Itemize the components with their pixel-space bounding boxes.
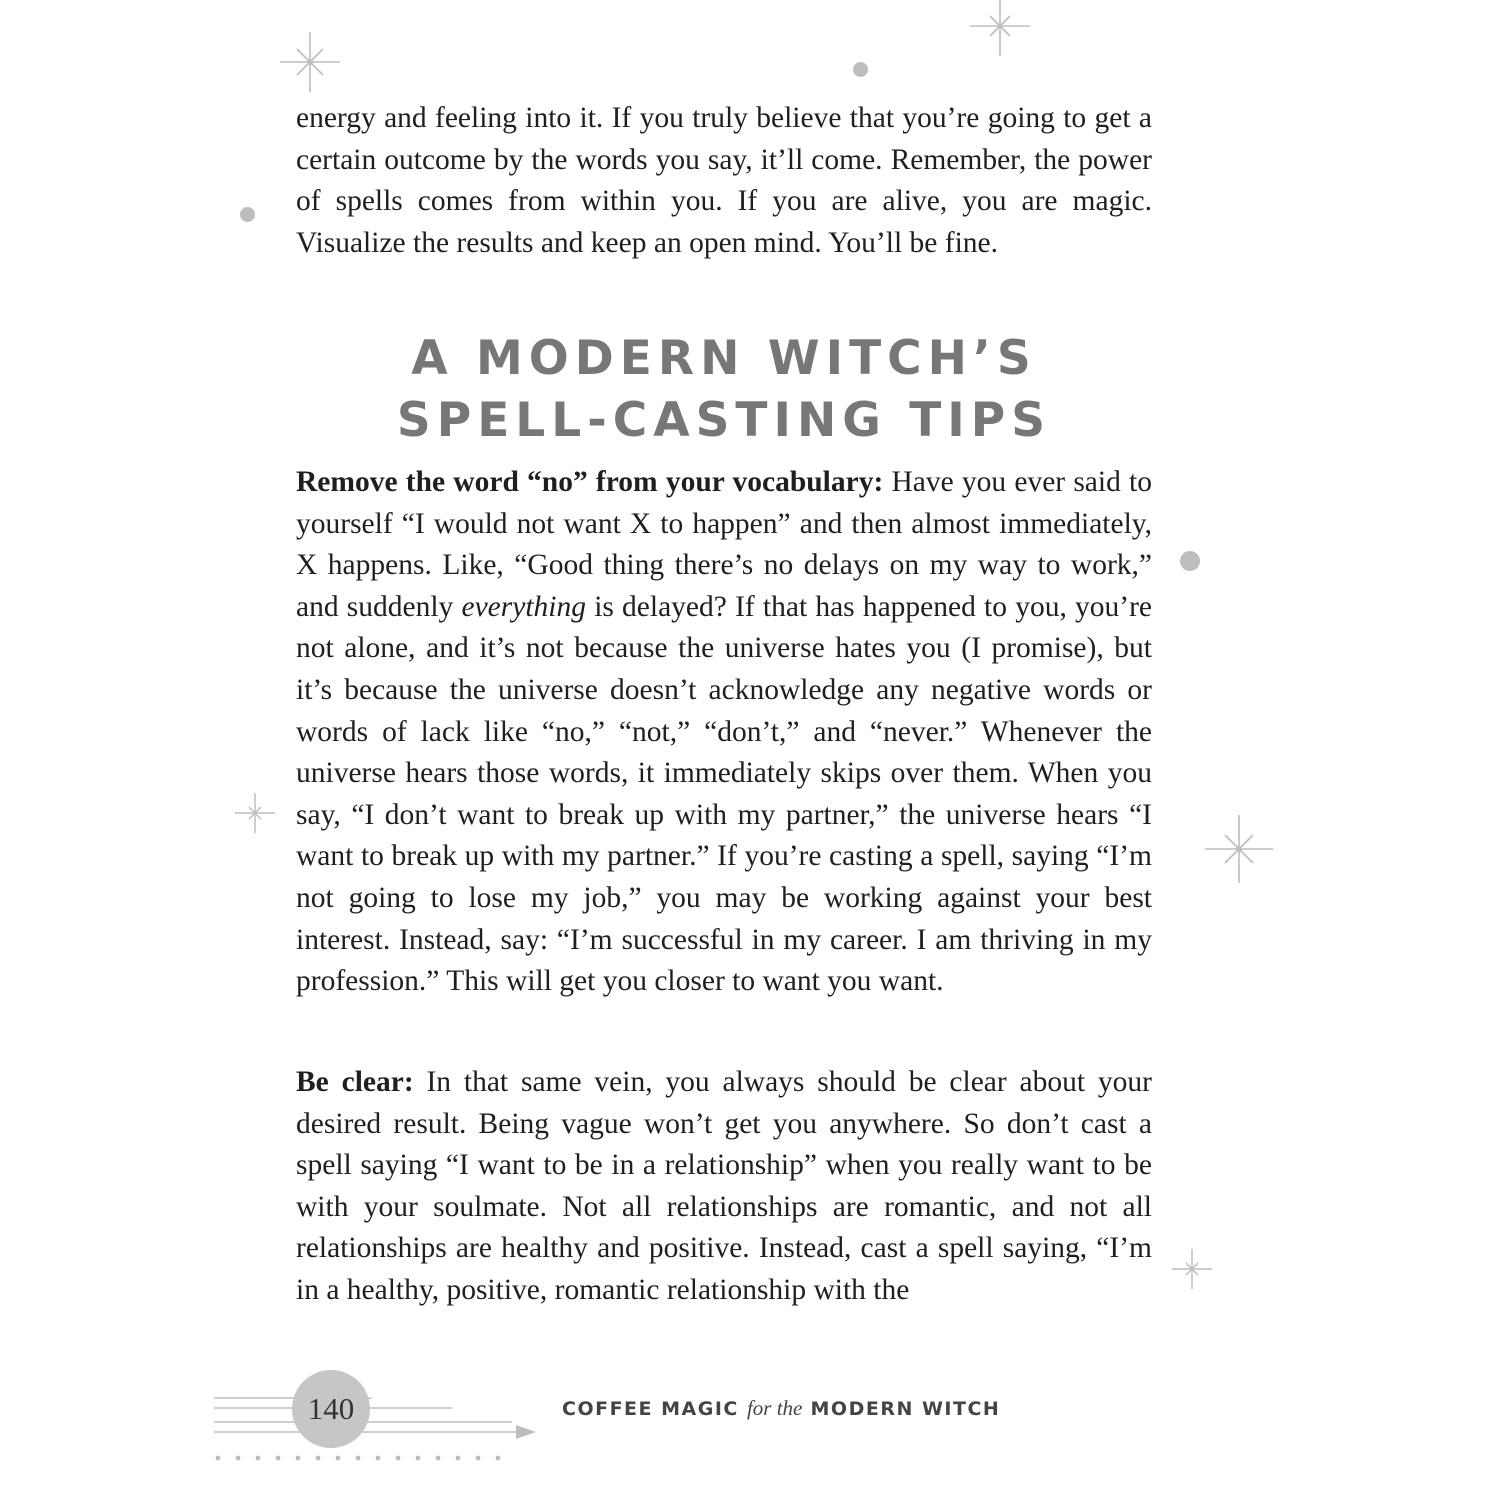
tip-paragraph <box>296 1062 1152 1312</box>
decorative-dot <box>240 207 255 222</box>
tip-lead: Remove the word “no” from your vocabulary: <box>296 466 884 498</box>
tip-text: In that same vein, you always should be clear about your desired result. Being vague won’t get you anywhere. So don’t cast a spell saying “I want to be in a relationship” when you really want to be with your soulmate. Not all relationships are romantic, and not all relationships are healthy and positive. Instead, cast a spell saying, “I’m in a healthy, positive, romantic relationship with the <box>296 1066 1152 1306</box>
section-heading <box>296 328 1152 452</box>
heading-line-1: A MODERN WITCH’S <box>411 331 1037 386</box>
footer-title-italic: for the <box>746 1396 803 1420</box>
sparkle-icon <box>232 790 278 836</box>
running-footer-title <box>562 1396 1000 1421</box>
footer-title-part1: COFFEE MAGIC <box>562 1398 747 1420</box>
tip-text: Have you ever said to yourself “I would not want X to happen” and then almost immediately, X happens. Like, “Good thing there’s no delays on my way to work,” and suddenly <box>296 466 1152 623</box>
sparkle-icon <box>1170 1247 1214 1291</box>
heading-line-2: SPELL-CASTING TIPS <box>396 393 1052 448</box>
decorative-dot <box>853 62 868 77</box>
footer-arrow-lines <box>212 1380 542 1470</box>
tip-paragraph <box>296 462 1152 1003</box>
decorative-dot <box>1180 551 1200 571</box>
tip-text: is delayed? If that has happened to you, you’re not alone, and it’s not because the universe hates you (I promise), but it’s because the universe doesn’t acknowledge any negative words or words of lack like “no,” “not,” “don’t,” and “never.” Whenever the universe hears those words, it immediately skips over them. When you say, “I don’t want to break up with my partner,” the universe hears “I want to break up with my partner.” If you’re casting a spell, saying “I’m not going to lose my job,” you may be working against your best interest. Instead, say: “I’m successful in my career. I am thriving in my profession.” This will get you closer to want you want. <box>296 590 1152 998</box>
sparkle-icon <box>968 0 1032 58</box>
page-number: 140 <box>292 1370 370 1448</box>
tip-emphasis: everything <box>461 590 586 623</box>
tip-lead: Be clear: <box>296 1066 414 1098</box>
sparkle-icon <box>276 28 344 96</box>
sparkle-icon <box>1203 813 1275 885</box>
paragraph-continued: energy and feeling into it. If you truly believe that you’re going to get a certain outcome by the words you say, it’ll come. Remember, the power of spells comes from within you. If you are alive, you are magic. Visualize the results and keep an open mind. You’ll be fine. <box>296 102 1152 259</box>
footer-title-part2: MODERN WITCH <box>802 1398 1001 1420</box>
